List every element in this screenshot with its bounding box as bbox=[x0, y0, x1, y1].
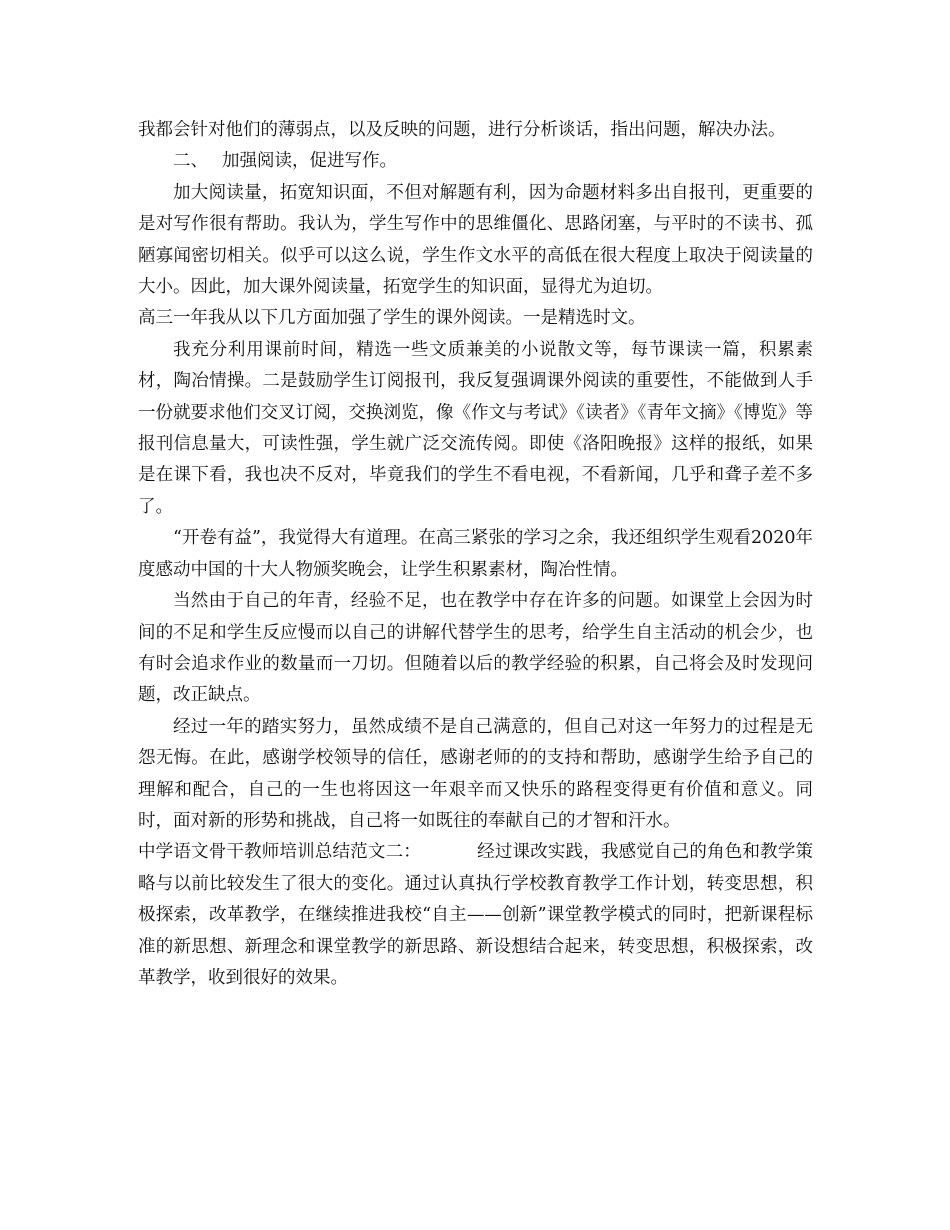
paragraph-reading-volume: 加大阅读量，拓宽知识面，不但对解题有利，因为命题材料多出自报刊，更重要的是对写作很有帮助。我认为，学生写作中的思维僵化、思路闭塞，与平时的不读书、孤陋寡闻密切相关。似乎可以这么说，学生作文水平的高低在很大程度上取决于阅读量的大小。因此，加大课外阅读量，拓宽学生的知识面，显得尤为迫切。 bbox=[138, 182, 813, 298]
paragraph-continuation: 我都会针对他们的薄弱点，以及反映的问题，进行分析谈话，指出问题，解决办法。 bbox=[138, 120, 786, 140]
essay-two-body: 经过课改实践，我感觉自己的角色和教学策略与以前比较发生了很大的变化。通过认真执行学校教育教学工作计划，转变思想，积极探索，改革教学，在继续推进我校“自主——创新”课堂教学模式的同时，把新课程标准的新思想、新理念和课堂教学的新思路、新设想结合起来，转变思想，积极探索，改革教学，收到很好的效果。 bbox=[138, 842, 814, 988]
document-body bbox=[138, 115, 813, 994]
essay-title: 中学语文骨干教师培训总结范文二： bbox=[138, 842, 421, 863]
section-heading bbox=[138, 146, 813, 177]
section-heading-title: 加强阅读，促进写作。 bbox=[222, 151, 397, 172]
paragraph-open-book: “开卷有益”，我觉得大有道理。在高三紧张的学习之余，我还组织学生观看2020年度感动中国的十大人物颁奖晚会，让学生积累素材，陶冶性情。 bbox=[138, 528, 813, 580]
paragraph-problems: 当然由于自己的年青，经验不足，也在教学中存在许多的问题。如课堂上会因为时间的不足和学生反应慢而以自己的讲解代替学生的思考，给学生自主活动的机会少，也有时会追求作业的数量而一刀切。但随着以后的教学经验的积累，自己将会及时发现问题，改正缺点。 bbox=[138, 591, 813, 706]
paragraph-gratitude: 经过一年的踏实努力，虽然成绩不是自己满意的，但自己对这一年努力的过程是无怨无悔。在此，感谢学校领导的信任，感谢老师的的支持和帮助，感谢学生给予自己的理解和配合，自己的一生也将因这一年艰辛而又快乐的路程变得更有价值和意义。同时，面对新的形势和挑战，自己将一如既往的奉献自己的才智和汗水。 bbox=[138, 716, 813, 831]
paragraph-class-time-reading: 我充分利用课前时间，精选一些文质兼美的小说散文等，每节课读一篇，积累素材，陶冶情操。二是鼓励学生订阅报刊，我反复强调课外阅读的重要性，不能做到人手一份就要求他们交叉订阅，交换浏览，像《作文与考试》《读者》《青年文摘》《博览》等报刊信息量大，可读性强，学生就广泛交流传阅。即使《洛阳晚报》这样的报纸，如果是在课下看，我也决不反对，毕竟我们的学生不看电视，不看新闻，几乎和聋子差不多了。 bbox=[138, 339, 813, 517]
paragraph-senior-year-reading: 高三一年我从以下几方面加强了学生的课外阅读。一是精选时文。 bbox=[138, 308, 646, 329]
section-heading-number: 二、 bbox=[173, 151, 208, 172]
paragraph-essay-two bbox=[138, 837, 813, 994]
